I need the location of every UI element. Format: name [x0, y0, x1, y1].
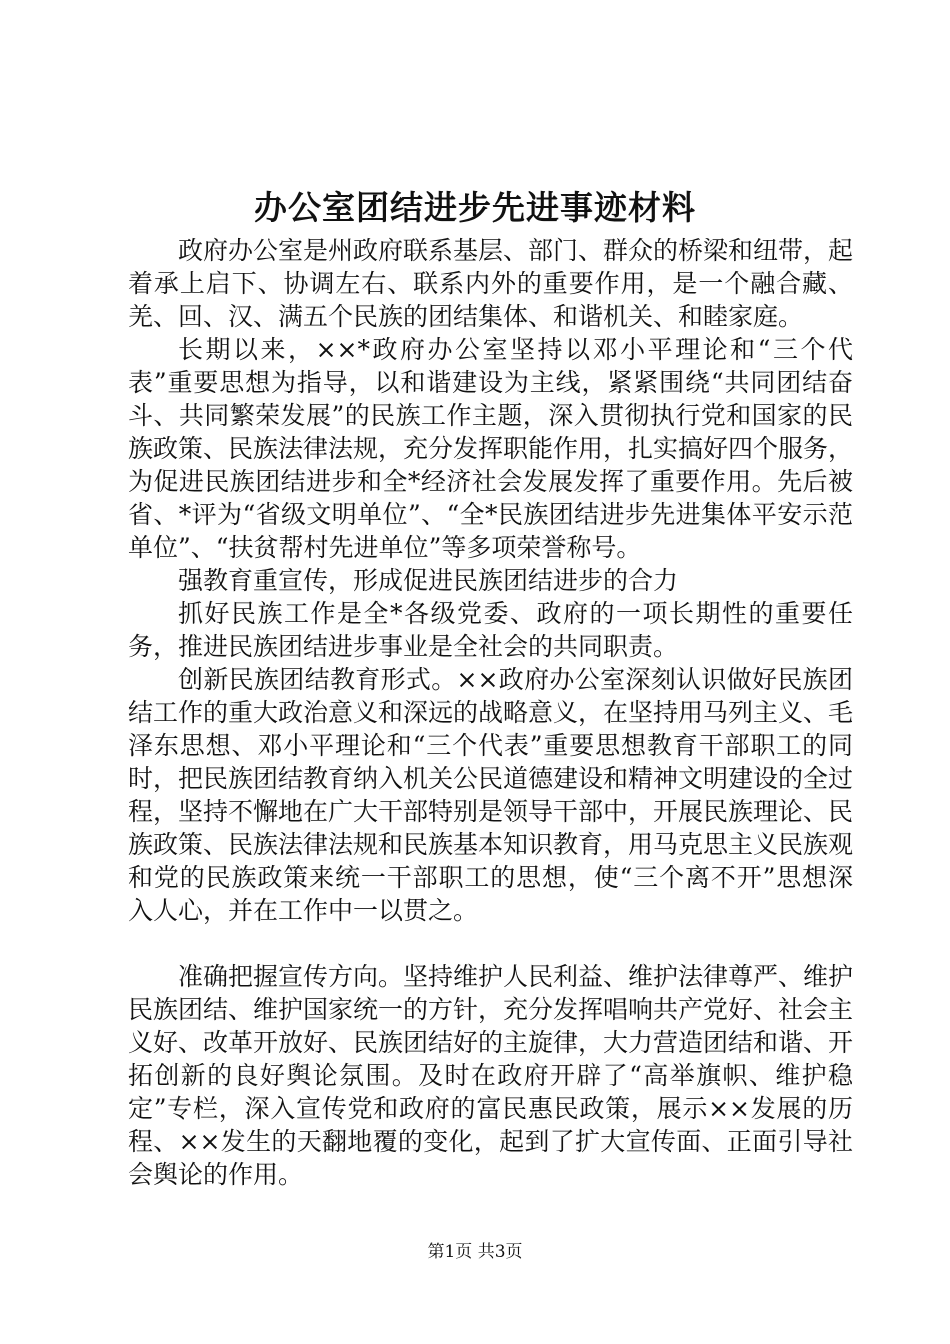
paragraph-publicity: 准确把握宣传方向。坚持维护人民利益、维护法律尊严、维护民族团结、维护国家统一的方针，充分发挥唱响共产党好、社会主义好、改革开放好、民族团结好的主旋律，大力营造团结和谐、开拓创新的良好舆论氛围。及时在政府开辟了“高举旗帜、维护稳定”专栏，深入宣传党和政府的富民惠民政策，展示××发展的历程、××发生的天翻地覆的变化，起到了扩大宣传面、正面引导社会舆论的作用。 — [128, 962, 854, 1189]
paragraph-intro: 政府办公室是州政府联系基层、部门、群众的桥梁和纽带，起着承上启下、协调左右、联系内外的重要作用，是一个融合藏、羌、回、汉、满五个民族的团结集体、和谐机关、和睦家庭。 — [128, 236, 854, 331]
paragraph-task: 抓好民族工作是全*各级党委、政府的一项长期性的重要任务，推进民族团结进步事业是全社会的共同职责。 — [128, 599, 853, 661]
page-number-footer: 第1页 共3页 — [427, 1242, 523, 1262]
document-body — [128, 234, 853, 1191]
document-title: 办公室团结进步先进事迹材料 — [254, 188, 696, 227]
paragraph-overview: 长期以来，××*政府办公室坚持以邓小平理论和“三个代表”重要思想为指导，以和谐建设为主线，紧紧围绕“共同团结奋斗、共同繁荣发展”的民族工作主题，深入贯彻执行党和国家的民族政策、民族法律法规，充分发挥职能作用，扎实搞好四个服务，为促进民族团结进步和全*经济社会发展发挥了重要作用。先后被省、*评为“省级文明单位”、“全*民族团结进步先进集体平安示范单位”、“扶贫帮村先进单位”等多项荣誉称号。 — [128, 335, 854, 562]
section-heading: 强教育重宣传，形成促进民族团结进步的合力 — [178, 566, 679, 595]
paragraph-education: 创新民族团结教育形式。××政府办公室深刻认识做好民族团结工作的重大政治意义和深远的战略意义，在坚持用马列主义、毛泽东思想、邓小平理论和“三个代表”重要思想教育干部职工的同时，把民族团结教育纳入机关公民道德建设和精神文明建设的全过程，坚持不懈地在广大干部特别是领导干部中，开展民族理论、民族政策、民族法律法规和民族基本知识教育，用马克思主义民族观和党的民族政策来统一干部职工的思想，使“三个离不开”思想深入人心，并在工作中一以贯之。 — [128, 665, 854, 925]
